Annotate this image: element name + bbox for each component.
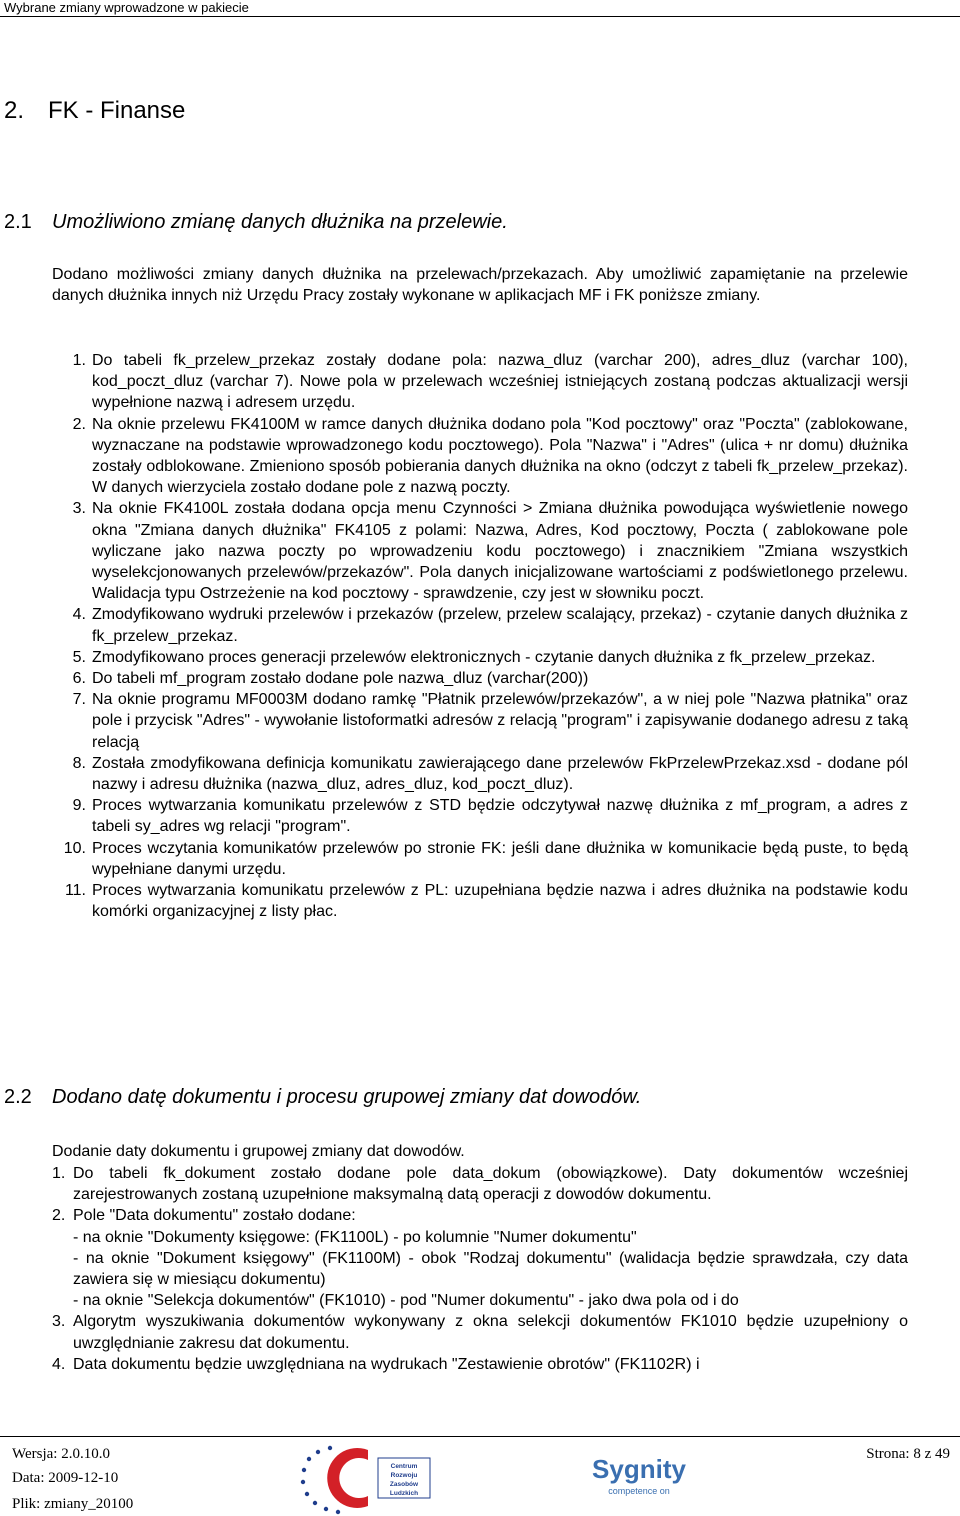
list-item-text: Pole "Data dokumentu" zostało dodane: [73,1207,356,1225]
footer-version: Wersja: 2.0.10.0 [12,1446,110,1462]
page-header [0,0,960,20]
svg-text:Rozwoju: Rozwoju [390,1472,418,1479]
list-item-text: Proces wczytania komunikatów przelewów po stronie FK: jeśli dane dłużnika w komunikacie będą puste, to będą wypełniane danymi urzędu. [92,839,908,878]
list-item [52,795,908,837]
changes-list-1 [52,350,908,922]
list-item-text: Zmodyfikowano proces generacji przelewów elektronicznych - czytanie danych dłużnika z fk_przelew_przekaz. [92,648,876,666]
list-item-number: 8. [72,754,86,772]
list-subitem: - na oknie "Dokumenty księgowe: (FK1100L) - po kolumnie "Numer dokumentu" [73,1228,637,1246]
list-item-number: 10. [63,839,86,857]
list-item-number: 2. [52,1207,66,1225]
list-item-text: Do tabeli fk_przelew_przekaz zostały dodane pola: nazwa_dluz (varchar 200), adres_dluz (varchar 100), kod_poczt_dluz (varchar 7). Nowe pola w przelewach wcześniej istniejących zostaną podczas aktualizacji wersji wypełnione nazwą i adresem urzędu. [92,352,908,412]
list-item-text: Na oknie przelewu FK4100M w ramce danych dłużnika dodano pola "Kod pocztowy" oraz "Poczta" (zablokowane, wyznaczane na podstawie wprowadzonego kodu pocztowego). Pola "Nazwa" i "Adres" (ulica + nr domu) dłużnika zostały odblokowane. Zmieniono sposób pobierania danych dłużnika na okno (odczyt z tabeli fk_przelew_przekaz). W danych wierzyciela zostało dodane pole z nazwą poczty. [92,415,908,497]
list-item-number: 7. [72,691,86,709]
list-item-number: 3. [72,500,86,518]
list-item [52,647,908,668]
svg-text:Ludzkich: Ludzkich [389,1490,419,1497]
list-item [52,753,908,795]
subsection-intro-2: Dodanie daty dokumentu i grupowej zmiany dat dowodów. [52,1143,465,1160]
sygnity-logo [584,1452,694,1498]
list-item-number: 1. [72,352,86,369]
changes-list-2 [52,1163,908,1375]
list-item-text: Do tabeli fk_dokument zostało dodane pole data_dokum (obowiązkowe). Daty dokumentów wcześniej zarejestrowanych zostaną uzupełnione maksymalną datą operacji z dowodów dokumentu. [73,1165,908,1204]
list-item-text: Została zmodyfikowana definicja komunikatu zawierającego dane przelewów FkPrzelewPrzekaz.xsd - dodane pól nazwy i adresu dłużnika (nazwa_dluz, adres_dluz, kod_poczt_dluz). [92,754,908,794]
list-item-text: Na oknie programu MF0003M dodano ramkę "Płatnik przelewów/przekazów", a w niej pole "Nazwa płatnika" oraz pole i przycisk "Adres" - wywołanie listoformatki adresów z relacją "program" i zapisywanie dodanego adresu z taką relacją [92,691,908,751]
section-title: FK - Finanse [48,97,186,124]
subsection-title: Umożliwiono zmianę danych dłużnika na przelewie. [52,211,508,233]
crzl-logo [296,1440,436,1516]
list-item-text: Data dokumentu będzie uwzględniana na wydrukach "Zestawienie obrotów" (FK1102R) i [73,1355,700,1373]
list-item-number: 3. [52,1313,66,1331]
header-title: Wybrane zmiany wprowadzone w pakiecie [4,0,249,15]
subsection-intro-1: Dodano możliwości zmiany danych dłużnika na przelewach/przekazach. Aby umożliwić zapamiętanie na przelewie danych dłużnika innych niż Urzędu Pracy zostały wykonane w aplikacjach MF i FK poniższe zmiany. [52,266,908,304]
list-item [52,604,908,646]
list-item [52,1205,908,1311]
list-item [52,1354,908,1375]
list-item [52,498,908,604]
section-number: 2. [4,97,25,124]
list-item-number: 5. [72,648,86,666]
list-item-text: Zmodyfikowano wydruki przelewów i przekazów (przelew, przelew scalający, przekaz) - czytanie danych dłużnika z fk_przelew_przekaz. [92,606,908,645]
subsection-number: 2.1 [4,211,32,233]
list-item [52,414,908,499]
list-subitem: - na oknie "Selekcja dokumentów" (FK1010) - pod "Numer dokumentu" - jako dwa pola od i do [73,1292,739,1310]
list-item-text: Do tabeli mf_program zostało dodane pole nazwa_dluz (varchar(200)) [92,670,589,688]
list-item [52,350,908,414]
footer-file: Plik: zmiany_20100 [12,1496,134,1512]
svg-text:Zasobów: Zasobów [389,1481,419,1488]
list-item [52,838,908,880]
list-item-number: 2. [72,415,86,433]
svg-text:Centrum: Centrum [390,1463,418,1470]
list-item [52,668,908,689]
svg-text:competence on: competence on [608,1486,670,1496]
subsection-heading-1 [4,210,508,234]
list-item [52,1311,908,1353]
list-item-number: 4. [52,1355,66,1373]
list-item-text: Algorytm wyszukiwania dokumentów wykonywany z okna selekcji dokumentów FK1010 będzie uzupełniony o uwzględnianie zakresu dat dokumentu. [73,1313,908,1352]
footer-divider [0,1436,960,1437]
list-item-number: 11. [64,882,86,900]
list-item-number: 1. [52,1165,66,1182]
subsection-title: Dodano datę dokumentu i procesu grupowej zmiany dat dowodów. [52,1086,642,1108]
svg-text:Sygnity: Sygnity [592,1454,686,1484]
subsection-number: 2.2 [4,1086,32,1108]
footer-page-number: Strona: 8 z 49 [866,1446,950,1462]
subsection-heading-2 [4,1085,641,1109]
list-item [52,1163,908,1205]
footer-date: Data: 2009-12-10 [12,1470,119,1486]
header-divider [0,16,960,17]
list-item [52,880,908,922]
list-item-text: Proces wytwarzania komunikatu przelewów z PL: uzupełniana będzie nazwa i adres dłużnika na podstawie kodu komórki organizacyjnej z listy płac. [92,882,908,921]
list-item-text: Proces wytwarzania komunikatu przelewów z STD będzie odczytywał nazwę dłużnika z mf_program, a adres z tabeli sy_adres wg relacji "program". [92,797,908,836]
list-item [52,689,908,753]
list-item-number: 6. [72,670,86,688]
section-heading [4,97,185,125]
list-item-number: 9. [72,797,86,815]
list-subitem: - na oknie "Dokument księgowy" (FK1100M) - obok "Rodzaj dokumentu" (walidacja będzie sprawdzała, czy data zawiera się w miesiącu dokumentu) [73,1249,908,1289]
list-item-text: Na oknie FK4100L została dodana opcja menu Czynności > Zmiana dłużnika powodująca wyświetlenie nowego okna "Zmiana danych dłużnika" FK4105 z polami: Nazwa, Adres, Kod pocztowy, Poczta ( zablokowane pole wyliczane jako nazwa poczty po wprowadzeniu kodu pocztowego) i znacznikiem "Zmiana wszystkich wyselekcjonowanych przelewów/przekazów". Pola danych inicjalizowane wartościami z podświetlonego przelewu. Walidacja typu Ostrzeżenie na kod pocztowy - sprawdzenie, czy jest w słowniku poczt. [92,500,908,603]
list-item-number: 4. [72,606,86,624]
